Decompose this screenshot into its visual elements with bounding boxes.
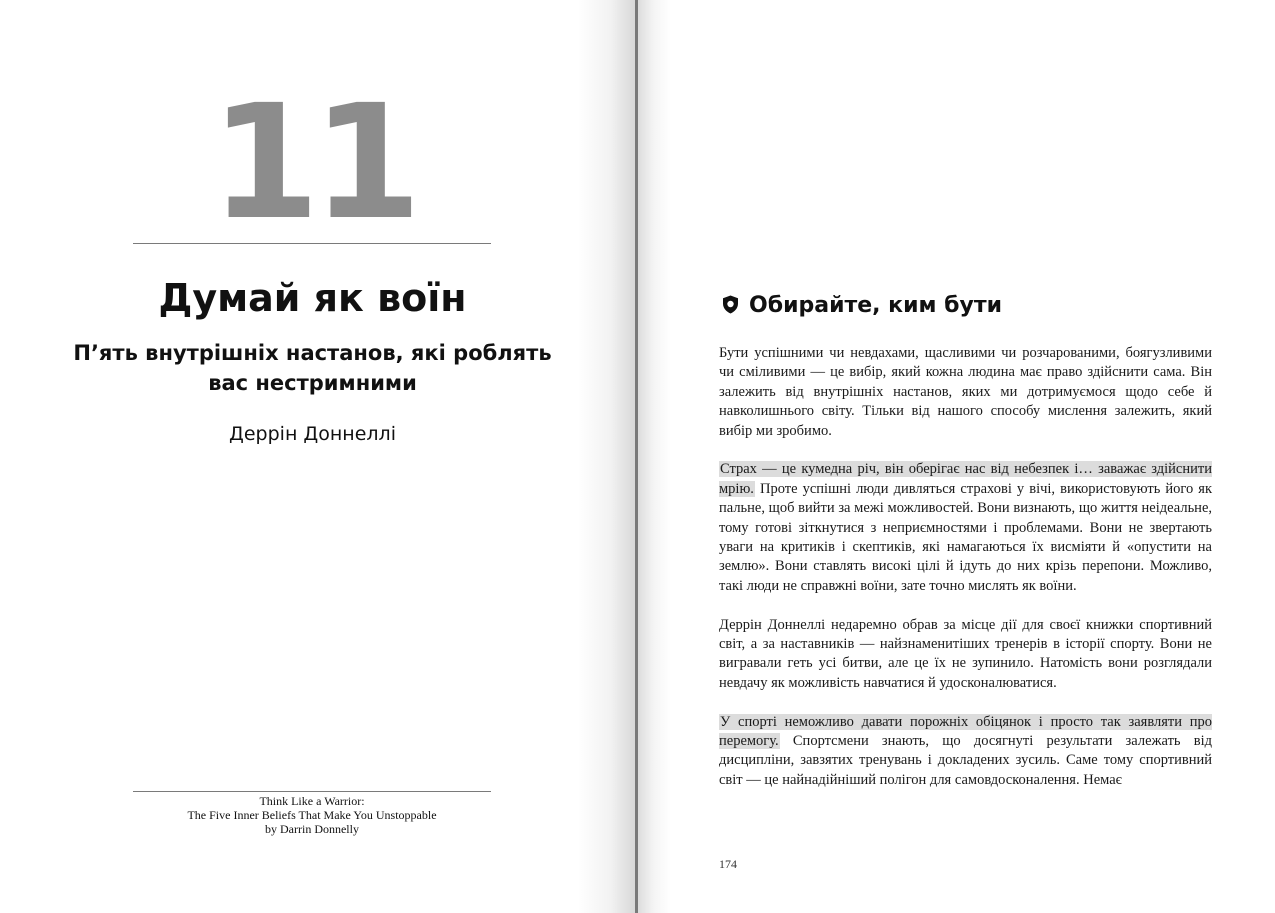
gutter-shadow-right <box>637 0 671 913</box>
left-page <box>0 0 637 913</box>
original-book-credit <box>133 794 491 836</box>
paragraph-text: Спортсмени знають, що досягнуті результати залежать від дисципліни, завзятих тренувань і докладених зусиль. Саме тому спортивний світ — це найнадійніший полігон для самовдосконалення. Немає <box>719 733 1212 788</box>
shield-icon <box>722 290 739 309</box>
paragraph-text: Проте успішні люди дивляться страхові у вічі, використовують його як пальне, щоб вийти за межі можливостей. Вони визнають, що життя неідеальне, тому готові зіткнутися з неприємностями і проблемами. Вони не звертають уваги на критиків і скептиків, які намагаються їх висміяти й «опустити на землю». Вони ставлять високі цілі й ідуть до них крізь перепони. Можливо, такі люди не справжні воїни, зате точно мислять як воїни. <box>719 480 1212 594</box>
book-gutter <box>635 0 638 913</box>
right-page <box>637 0 1275 913</box>
paragraph-text: Бути успішними чи невдахами, щасливими чи розчарованими, боягузливими чи сміливими — це вибір, який кожна людина має право здійснити сама. Він залежить від внутрішніх настанов, яких ми дотримуємося щодо себе й навколишнього світу. Тільки від нашого способу мислення залежить, який вибір ми зробимо. <box>719 345 1212 439</box>
chapter-subtitle: П’ять внутрішніх настанов, які роблять вас нестримними <box>73 341 552 395</box>
highlighted-text: У спорті неможливо давати порожніх обіцянок і просто так заявляти про перемогу. <box>719 713 1212 750</box>
body-text <box>719 344 1212 810</box>
paragraph-3 <box>719 616 1212 694</box>
chapter-author: Деррін Доннеллі <box>229 423 396 445</box>
chapter-number-rule <box>133 243 491 244</box>
chapter-number: 11 <box>210 71 414 255</box>
paragraph-1 <box>719 344 1212 441</box>
gutter-shadow-left <box>577 0 637 913</box>
paragraph-2 <box>719 460 1212 596</box>
original-title-line2: The Five Inner Beliefs That Make You Unstoppable <box>187 808 437 822</box>
original-title-line1: Think Like a Warrior: <box>259 794 365 808</box>
highlighted-text: Страх — це кумедна річ, він оберігає нас від небезпек і… заважає здійснити мрію. <box>719 461 1212 497</box>
section-heading-text: Обирайте, ким бути <box>749 293 1003 318</box>
page-number: 174 <box>719 857 737 871</box>
paragraph-text: Деррін Доннеллі недаремно обрав за місце дії для своєї книжки спортивний світ, а за наставників — найзнаменитіших тренерів в історії спорту. Вони не вигравали геть усі битви, але це їх не зупинило. Натомість вони розглядали невдачу як можливість навчатися й удосконалюватися. <box>719 616 1212 691</box>
credit-rule <box>133 791 491 792</box>
paragraph-4 <box>719 713 1212 791</box>
original-author-line: by Darrin Donnelly <box>265 822 359 836</box>
chapter-title: Думай як воїн <box>158 276 467 320</box>
section-heading <box>722 288 1222 324</box>
